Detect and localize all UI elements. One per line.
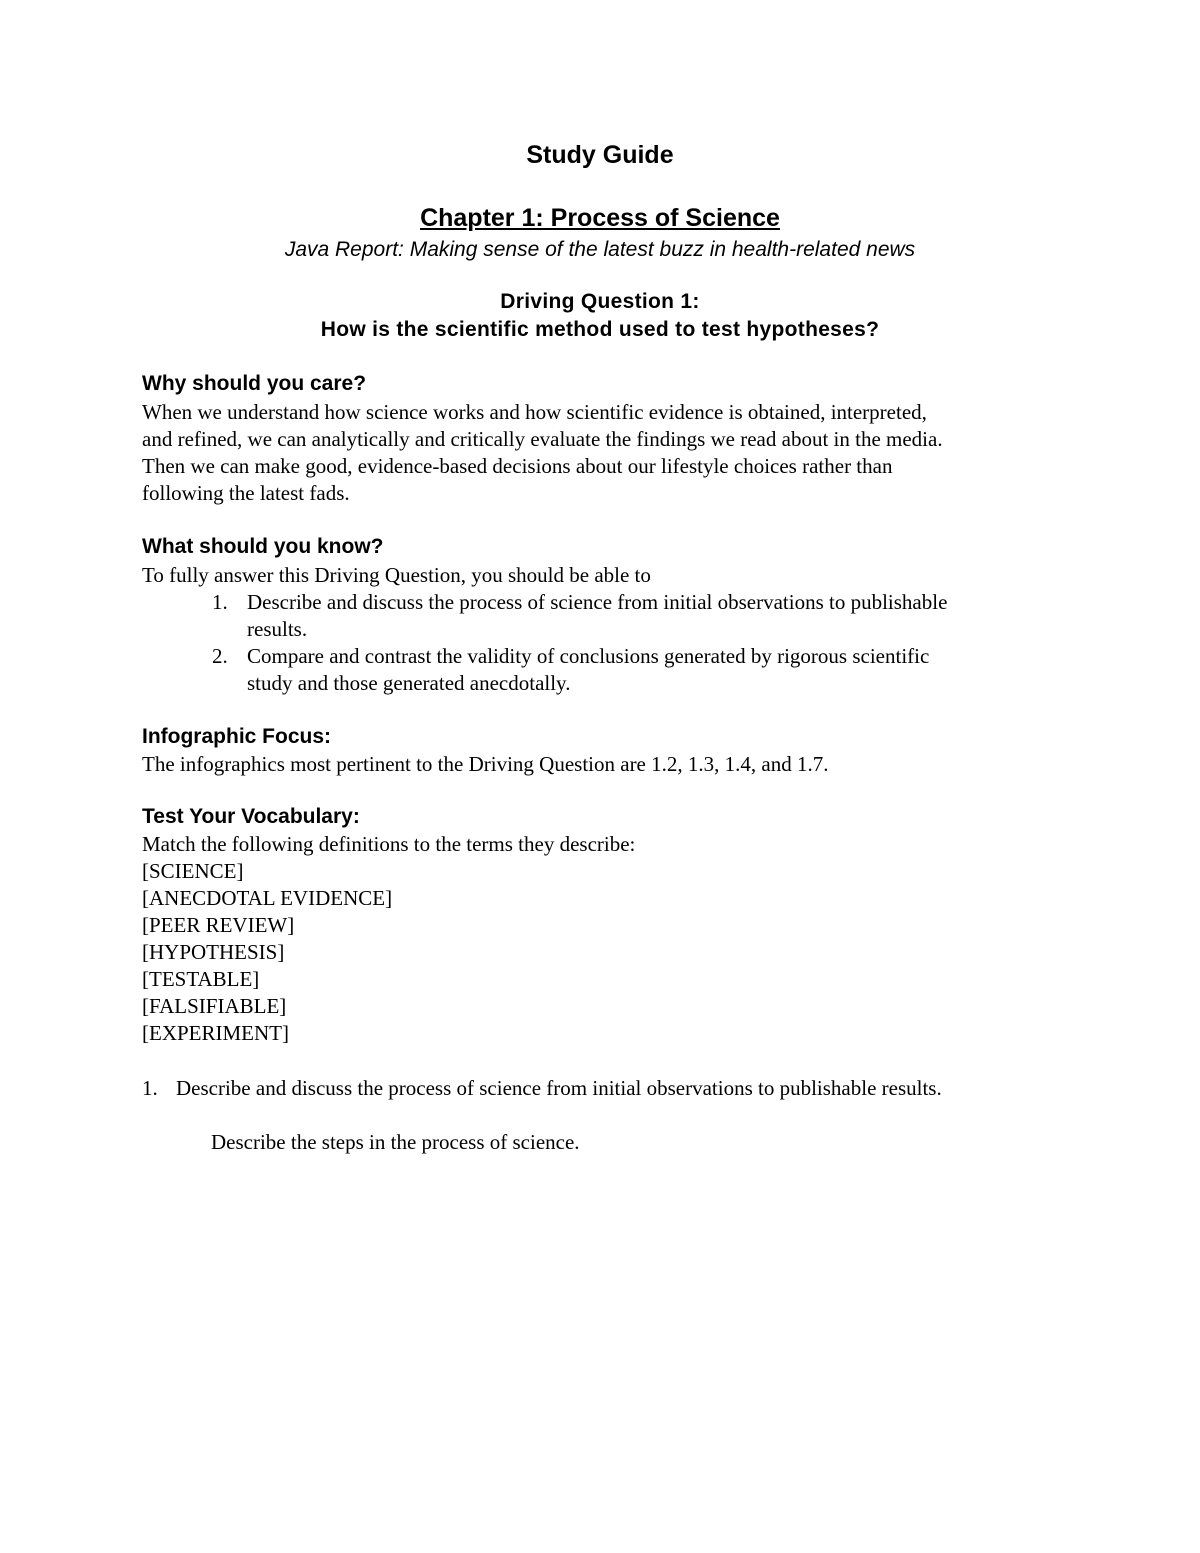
care-line: following the latest fads. [142, 481, 350, 505]
list-item-number: 1. [212, 590, 228, 614]
vocab-term: [HYPOTHESIS] [142, 940, 285, 964]
list-item-number: 2. [212, 644, 228, 668]
driving-question: How is the scientific method used to test hypotheses? [320, 318, 880, 341]
vocab-term: [EXPERIMENT] [142, 1021, 289, 1045]
list-item-text: study and those generated anecdotally. [247, 671, 571, 695]
driving-question-label: Driving Question 1: [500, 290, 700, 313]
care-line: and refined, we can analytically and critically evaluate the findings we read about in the media. [142, 427, 943, 451]
infographic-heading: Infographic Focus: [142, 725, 331, 748]
know-intro: To fully answer this Driving Question, you should be able to [142, 563, 651, 587]
vocab-term: [PEER REVIEW] [142, 913, 295, 937]
know-heading: What should you know? [142, 535, 384, 558]
vocab-heading: Test Your Vocabulary: [142, 805, 360, 828]
chapter-subtitle: Java Report: Making sense of the latest buzz in health-related news [284, 238, 916, 261]
list-item-text: Describe and discuss the process of science from initial observations to publishable [247, 590, 948, 614]
infographic-text: The infographics most pertinent to the Driving Question are 1.2, 1.3, 1.4, and 1.7. [142, 752, 829, 776]
question-prompt: Describe the steps in the process of science. [211, 1130, 580, 1154]
vocab-term: [SCIENCE] [142, 859, 244, 883]
list-item-text: results. [247, 617, 308, 641]
vocab-term: [FALSIFIABLE] [142, 994, 287, 1018]
vocab-term: [ANECDOTAL EVIDENCE] [142, 886, 393, 910]
question-text: Describe and discuss the process of science from initial observations to publishable results. [176, 1076, 942, 1100]
vocab-term: [TESTABLE] [142, 967, 260, 991]
care-heading: Why should you care? [142, 372, 367, 395]
page-title: Study Guide [526, 141, 674, 169]
list-item-text: Compare and contrast the validity of conclusions generated by rigorous scientific [247, 644, 930, 668]
vocab-intro: Match the following definitions to the terms they describe: [142, 832, 636, 856]
chapter-title: Chapter 1: Process of Science [420, 204, 780, 232]
care-line: When we understand how science works and how scientific evidence is obtained, interpreted, [142, 400, 927, 424]
question-number: 1. [142, 1076, 158, 1100]
care-line: Then we can make good, evidence-based decisions about our lifestyle choices rather than [142, 454, 893, 478]
